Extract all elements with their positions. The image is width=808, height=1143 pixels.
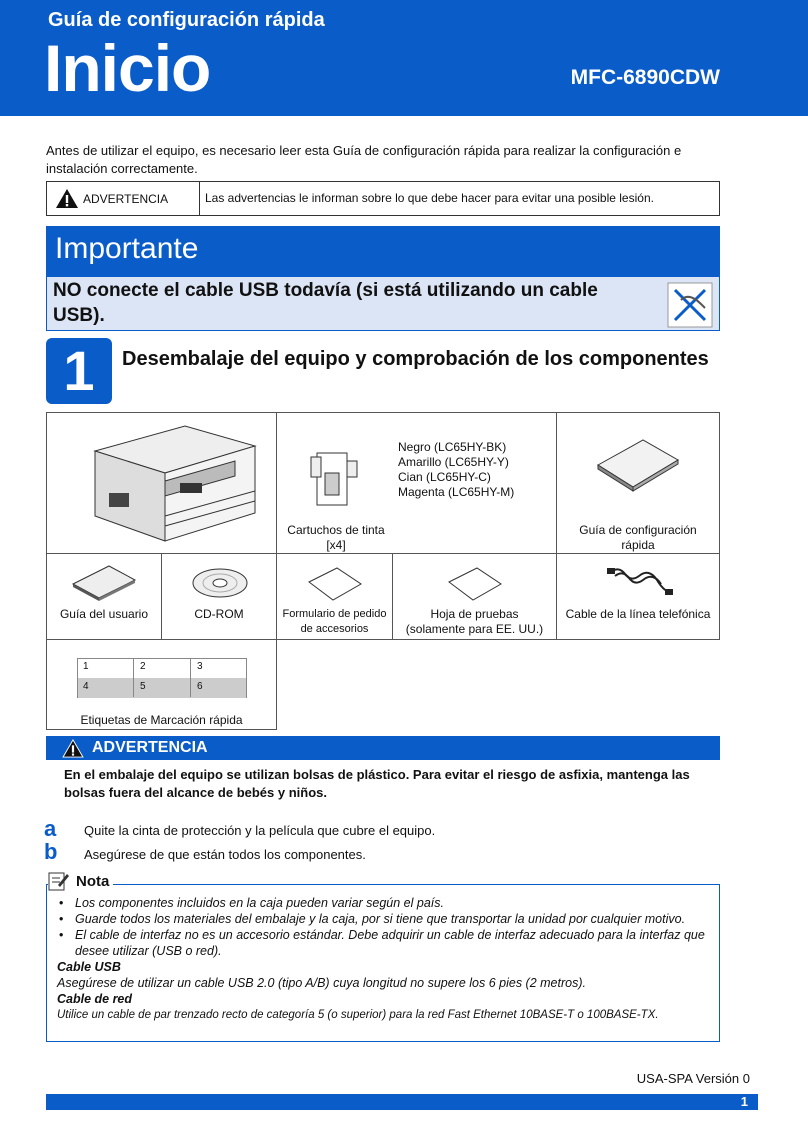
cdrom-caption: CD-ROM — [194, 607, 244, 621]
phone-cable-icon — [605, 564, 675, 598]
ink-caption — [277, 523, 395, 553]
test-sheet-cell — [392, 553, 557, 640]
speed-dial-labels — [77, 658, 247, 698]
speed-dial-number: 1 — [83, 661, 89, 672]
test-sheet-line2: (solamente para EE. UU.) — [405, 622, 544, 636]
test-sheet-caption — [393, 607, 556, 637]
step-letter-b: b — [44, 839, 58, 864]
intro-text: Antes de utilizar el equipo, es necesario leer esta Guía de configuración rápida para realizar la configuración e instalación correctamente. — [46, 143, 682, 176]
no-usb-cable-icon — [667, 282, 713, 328]
speed-dial-number: 6 — [197, 681, 203, 692]
advertencia-title: ADVERTENCIA — [92, 739, 208, 756]
ink-caption-line1: Cartuchos de tinta — [287, 523, 385, 537]
ink-cartridge-illustration — [305, 443, 365, 513]
machine-cell — [46, 412, 277, 554]
ink-color-list — [398, 440, 514, 500]
speed-dial-cell — [46, 639, 277, 730]
advertencia-text: En el embalaje del equipo se utilizan bolsas de plástico. Para evitar el riesgo de asfixia, mantenga las bolsas fuera del alcance de bebés y niños. — [64, 767, 690, 800]
speed-dial-number: 2 — [140, 661, 146, 672]
order-form-line1: Formulario de pedido — [282, 608, 387, 620]
model-name: MFC-6890CDW — [570, 66, 720, 89]
ink-color-magenta: Magenta (LC65HY-M) — [398, 485, 515, 499]
step-number: 1 — [46, 338, 112, 404]
user-guide-booklet-icon — [69, 562, 139, 602]
ink-color-cyan: Cian (LC65HY-C) — [398, 470, 491, 484]
warning-description: Las advertencias le informan sobre lo que debe hacer para evitar una posible lesión. — [205, 191, 654, 205]
version-label: USA-SPA Versión 0 — [636, 1071, 750, 1086]
header-title: Inicio — [44, 31, 211, 105]
step-letter-a: a — [44, 816, 57, 841]
footer-bar — [46, 1094, 758, 1110]
ink-cartridges-cell — [276, 412, 557, 554]
user-guide-cell — [46, 553, 162, 640]
note-bullet: • Los componentes incluidos en la caja pueden variar según el país. — [57, 895, 707, 911]
warning-legend — [46, 181, 720, 216]
note-bullet: • Guarde todos los materiales del embalaje y la caja, por si tiene que transportar la unidad por cualquier motivo. — [57, 911, 707, 927]
note-body — [57, 895, 707, 1023]
ink-color-yellow: Amarillo (LC65HY-Y) — [398, 455, 509, 469]
speed-dial-number: 4 — [83, 681, 89, 692]
step-text-a: Quite la cinta de protección y la película que cubre el equipo. — [84, 823, 436, 838]
quick-guide-line2: rápida — [621, 538, 655, 552]
user-guide-caption: Guía del usuario — [59, 607, 149, 621]
test-sheet-icon — [445, 566, 505, 602]
warning-icon — [62, 739, 84, 758]
warning-label: ADVERTENCIA — [83, 191, 169, 206]
warning-legend-label — [47, 182, 200, 215]
order-form-cell — [276, 553, 393, 640]
quick-guide-line1: Guía de configuración — [579, 523, 697, 537]
page-header — [0, 0, 808, 116]
important-box — [46, 226, 720, 331]
ink-color-black: Negro (LC65HY-BK) — [398, 440, 507, 454]
page-number: 1 — [740, 1094, 748, 1109]
test-sheet-line1: Hoja de pruebas — [430, 607, 519, 621]
network-cable-text: Utilice un cable de par trenzado recto de categoría 5 (o superior) para la red Fast Ethernet 10BASE-T o 100BASE-TX. — [57, 1009, 659, 1021]
step-title: Desembalaje del equipo y comprobación de los componentes — [122, 348, 709, 370]
note-pencil-icon — [48, 870, 70, 892]
note-bullet: • El cable de interfaz no es un accesorio estándar. Debe adquirir un cable de interfaz adecuado para la interfaz que desee utilizar (USB o red). — [57, 927, 707, 959]
usb-cable-heading: Cable USB — [57, 960, 121, 974]
phone-cable-caption: Cable de la línea telefónica — [565, 607, 711, 621]
order-form-caption — [277, 607, 392, 637]
note-header — [48, 870, 113, 892]
ink-caption-line2: [x4] — [326, 538, 346, 552]
warning-icon — [55, 188, 79, 209]
cdrom-cell — [161, 553, 277, 640]
quick-guide-caption — [557, 523, 719, 553]
important-message: NO conecte el cable USB todavía (si está utilizando un cable USB). — [53, 280, 598, 326]
header-subtitle: Guía de configuración rápida — [48, 9, 325, 31]
usb-cable-text: Asegúrese de utilizar un cable USB 2.0 (tipo A/B) cuya longitud no supere los 6 pies (2 metros). — [57, 976, 586, 990]
order-form-line2: de accesorios — [300, 623, 369, 635]
printer-illustration — [65, 421, 265, 551]
speed-dial-caption: Etiquetas de Marcación rápida — [80, 713, 243, 727]
network-cable-heading: Cable de red — [57, 992, 133, 1006]
step-text-b: Asegúrese de que están todos los componentes. — [84, 847, 366, 862]
quick-guide-booklet-icon — [593, 435, 683, 495]
note-title: Nota — [76, 872, 110, 890]
important-title: Importante — [47, 227, 719, 277]
advertencia-bar — [46, 736, 720, 760]
speed-dial-number: 3 — [197, 661, 203, 672]
cdrom-disc-icon — [190, 566, 250, 600]
speed-dial-number: 5 — [140, 681, 146, 692]
order-form-sheet-icon — [305, 566, 365, 602]
phone-cable-cell — [556, 553, 720, 640]
quick-guide-cell — [556, 412, 720, 554]
